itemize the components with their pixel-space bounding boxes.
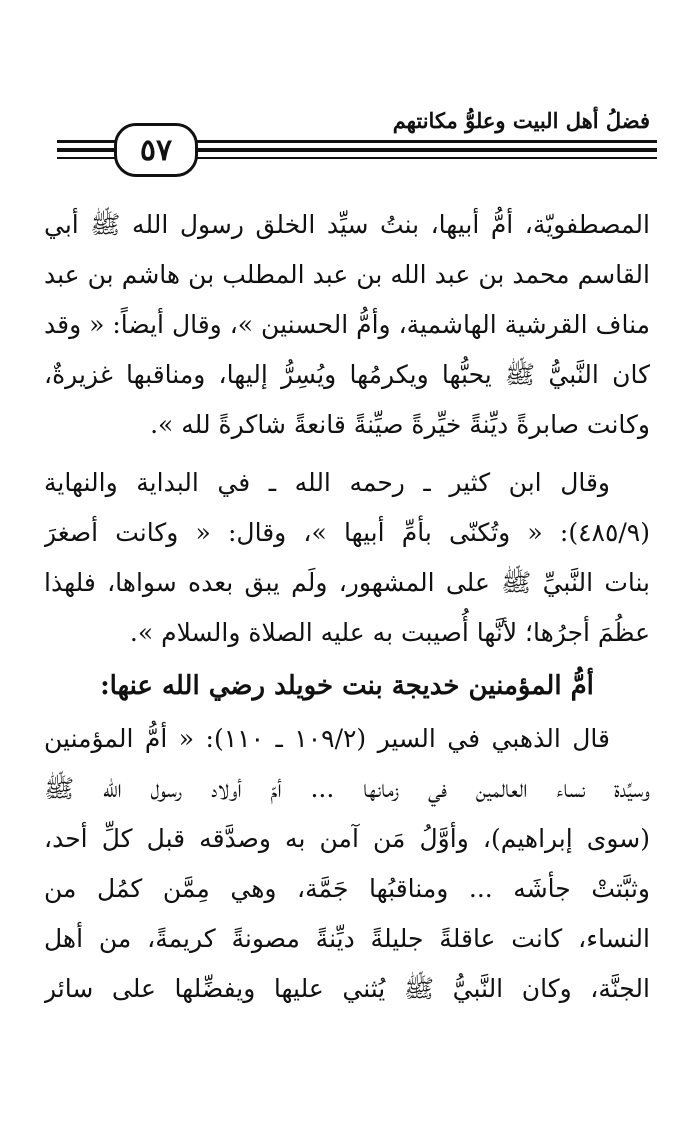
text-line: بنات النَّبيِّ ﷺ على المشهور، ولَم يبق بعده سواها، فلهذا xyxy=(44,568,650,597)
text-line: وسيِّدة نساء العالمين في زمانها ... أمّ أولاد رسول الله ﷺ xyxy=(44,774,650,803)
running-header-title: فضلُ أهل البيت وعلوُّ مكانتهم xyxy=(392,108,650,133)
text-line: وكانت صابرةً ديِّنةً خيِّرةً صيِّنةً قانعةً شاكرةً لله ». xyxy=(150,410,650,439)
text-line: (سوى إبراهيم)، وأوَّلُ مَن آمن به وصدَّقه قبل كلِّ أحد، xyxy=(44,824,650,853)
text-line: النساء، كانت عاقلةً جليلةً ديِّنةً مصونةً كريمةً، من أهل xyxy=(44,924,650,953)
text-line: كان النَّبيُّ ﷺ يحبُّها ويكرمُها ويُسِرُّ إليها، ومناقبها غزيرةٌ، xyxy=(44,360,650,389)
text-line: الجنَّة، وكان النَّبيُّ ﷺ يُثني عليها ويفضِّلها على سائر xyxy=(44,974,650,1003)
text-line: وثبَّتتْ جأشَه ... ومناقبُها جَمَّة، وهي مِمَّن كمُل من xyxy=(44,874,650,903)
text-line: عظُمَ أجرُها؛ لأنَّها أُصيبت به عليه الصلاة والسلام ». xyxy=(129,618,650,647)
text-line: قال الذهبي في السير (١٠٩/٢ ـ ١١٠): « أمُّ المؤمنين xyxy=(44,724,610,753)
text-line: (٤٨٥/٩): « وتُكنّى بأمِّ أبيها »، وقال: « وكانت أصغرَ xyxy=(44,518,650,547)
page-number: ٥٧ xyxy=(114,123,198,177)
section-heading: أمُّ المؤمنين خديجة بنت خويلد رضي الله عنها: xyxy=(100,671,594,701)
text-line: وقال ابن كثير ـ رحمه الله ـ في البداية والنهاية xyxy=(44,468,610,497)
text-line: مناف القرشية الهاشمية، وأمُّ الحسنين »، وقال أيضاً: « وقد xyxy=(44,310,650,339)
body-text xyxy=(44,200,650,1014)
text-line: القاسم محمد بن عبد الله بن عبد المطلب بن هاشم بن عبد xyxy=(44,260,650,289)
text-line: المصطفويّة، أمُّ أبيها، بنتُ سيِّد الخلق رسول الله ﷺ أبي xyxy=(44,210,650,239)
